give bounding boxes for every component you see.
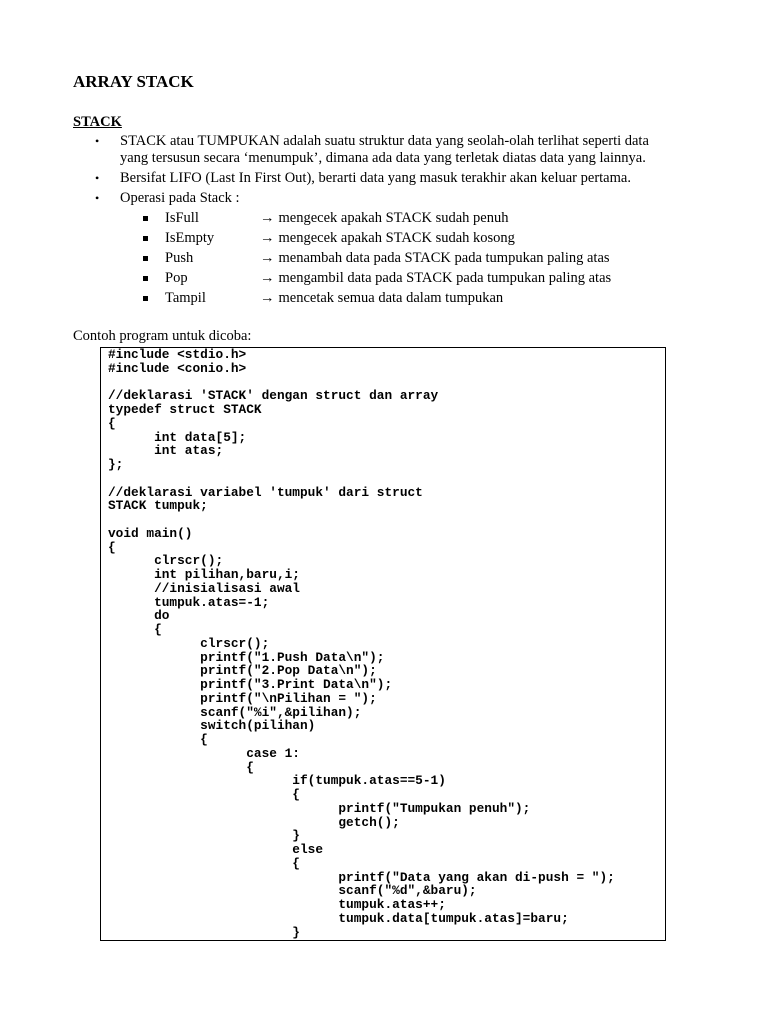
operation-description bbox=[260, 210, 508, 227]
bullet-operations-text: Operasi pada Stack : bbox=[120, 190, 240, 206]
operation-name: IsFull bbox=[165, 210, 199, 226]
bullet-operations bbox=[73, 190, 703, 307]
square-bullet-icon bbox=[143, 236, 148, 241]
bullet-lifo bbox=[73, 170, 703, 187]
document-title: ARRAY STACK bbox=[73, 72, 194, 91]
program-intro-text: Contoh program untuk dicoba: bbox=[73, 328, 252, 344]
square-bullet-icon bbox=[143, 216, 148, 221]
operation-name: IsEmpty bbox=[165, 230, 215, 246]
operation-item-isempty bbox=[120, 230, 703, 247]
operation-description-text: mencetak semua data dalam tumpukan bbox=[278, 290, 504, 306]
operation-item-pop bbox=[120, 270, 703, 287]
code-listing: #include <stdio.h> #include <conio.h> //deklarasi 'STACK' dengan struct dan array typedef struct STACK { int data[5]; int atas; }; //deklarasi variabel 'tumpuk' dari struct STACK tumpuk; void main() { clrscr(); int pilihan,baru,i; //inisialisasi awal tumpuk.atas=-1; do { clrscr(); printf("1.Push Data\n"); printf("2.Pop Data\n"); printf("3.Print Data\n"); printf("\nPilihan = "); scanf("%i",&pilihan); switch(pilihan) { case 1: { if(tumpuk.atas==5-1) { printf("Tumpukan penuh"); getch(); } else { printf("Data yang akan di-push = "); scanf("%d",&baru); tumpuk.atas++; tumpuk.data[tumpuk.atas]=baru; } bbox=[108, 347, 615, 940]
bullet-definition bbox=[73, 133, 703, 167]
operation-description bbox=[260, 250, 610, 267]
square-bullet-icon bbox=[143, 256, 148, 261]
right-arrow-icon: → bbox=[260, 270, 275, 286]
square-bullet-icon bbox=[143, 276, 148, 281]
operation-description-text: mengecek apakah STACK sudah kosong bbox=[278, 230, 515, 246]
section-heading-stack: STACK bbox=[73, 114, 122, 130]
operation-name: Push bbox=[165, 250, 194, 266]
right-arrow-icon: → bbox=[260, 250, 275, 266]
operation-name: Pop bbox=[165, 270, 188, 286]
right-arrow-icon: → bbox=[260, 210, 275, 226]
bullet-dot-icon: • bbox=[95, 134, 100, 148]
bullet-definition-line-2: yang tersusun secara ‘menumpuk’, dimana ada data yang terletak diatas data yang lainnya. bbox=[120, 150, 646, 166]
operation-description bbox=[260, 230, 515, 247]
code-listing-box bbox=[100, 347, 666, 941]
bullet-lifo-text: Bersifat LIFO (Last In First Out), berarti data yang masuk terakhir akan keluar pertama. bbox=[120, 170, 631, 186]
operations-list bbox=[120, 210, 703, 307]
operation-description-text: mengambil data pada STACK pada tumpukan paling atas bbox=[278, 270, 612, 286]
operation-item-isfull bbox=[120, 210, 703, 227]
operation-item-tampil bbox=[120, 290, 703, 307]
square-bullet-icon bbox=[143, 296, 148, 301]
bullet-definition-line-1: STACK atau TUMPUKAN adalah suatu struktur data yang seolah-olah terlihat seperti data bbox=[120, 133, 649, 149]
operation-description bbox=[260, 270, 611, 287]
right-arrow-icon: → bbox=[260, 290, 275, 306]
bullet-dot-icon: • bbox=[95, 191, 100, 205]
operation-description-text: menambah data pada STACK pada tumpukan paling atas bbox=[278, 250, 610, 266]
bullet-dot-icon: • bbox=[95, 171, 100, 185]
right-arrow-icon: → bbox=[260, 230, 275, 246]
operation-item-push bbox=[120, 250, 703, 267]
operation-name: Tampil bbox=[165, 290, 206, 306]
operation-description-text: mengecek apakah STACK sudah penuh bbox=[278, 210, 509, 226]
stack-bullet-list bbox=[73, 133, 703, 310]
operation-description bbox=[260, 290, 503, 307]
